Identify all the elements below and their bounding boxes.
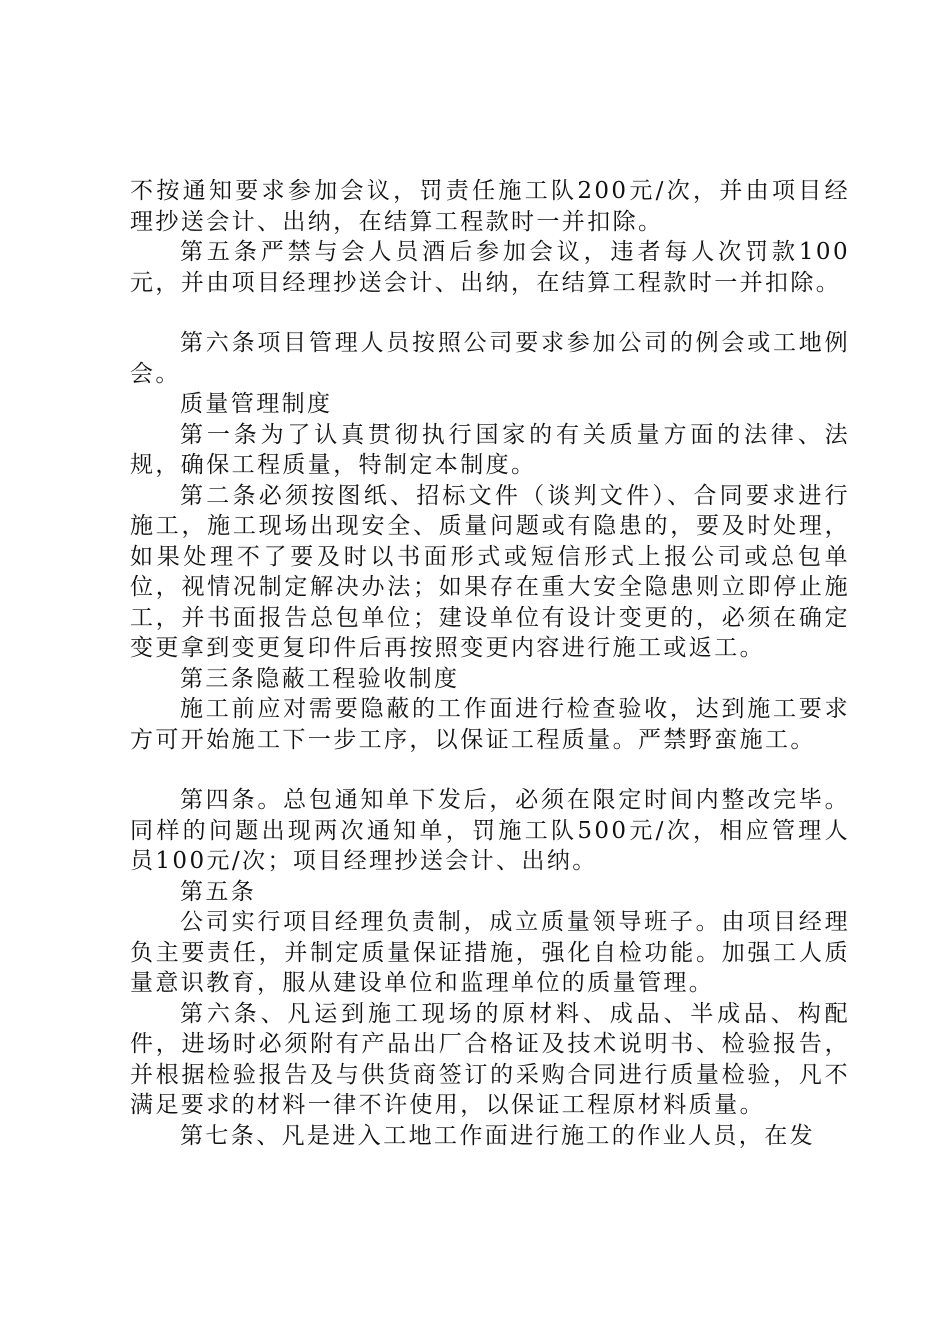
paragraph-article-5-heading: 第五条: [180, 878, 257, 905]
paragraph-article-5-responsibility: 公司实行项目经理负责制，成立质量领导班子。由项目经理负主要责任，并制定质量保证措施，强化自检功能。加强工人质量意识教育，服从建设单位和监理单位的质量管理。: [130, 909, 850, 996]
paragraph-article-3-heading: 第三条隐蔽工程验收制度: [180, 665, 460, 692]
paragraph-article-4-notice: 第四条。总包通知单下发后，必须在限定时间内整改完毕。同样的问题出现两次通知单，罚施工队500元/次，相应管理人员100元/次；项目经理抄送会计、出纳。: [130, 787, 850, 874]
paragraph-spacer: [130, 298, 850, 328]
paragraph-article-3-inspection: 施工前应对需要隐蔽的工作面进行检查验收，达到施工要求方可开始施工下一步工序，以保证工程质量。严禁野蛮施工。: [130, 696, 850, 753]
paragraph-article-6-materials: 第六条、凡运到施工现场的原材料、成品、半成品、构配件，进场时必须附有产品出厂合格证及技术说明书、检验报告，并根据检验报告及与供货商签订的采购合同进行质量检验，凡不满足要求的材料一律不许使用，以保证工程原材料质量。: [130, 1000, 850, 1118]
paragraph-article-6-meetings: 第六条项目管理人员按照公司要求参加公司的例会或工地例会。: [130, 330, 850, 387]
paragraph-article-1-quality: 第一条为了认真贯彻执行国家的有关质量方面的法律、法规，确保工程质量，特制定本制度。: [130, 421, 850, 478]
paragraph-article-5-drinking: 第五条严禁与会人员酒后参加会议，违者每人次罚款100元，并由项目经理抄送会计、出纳，在结算工程款时一并扣除。: [130, 239, 850, 296]
paragraph-article-7-workers: 第七条、凡是进入工地工作面进行施工的作业人员，在发: [180, 1122, 815, 1149]
document-body: [130, 176, 850, 1151]
section-heading-quality-management: 质量管理制度: [180, 391, 333, 417]
paragraph-article-2-construction: 第二条必须按图纸、招标文件（谈判文件）、合同要求进行施工，施工现场出现安全、质量问题或有隐患的，要及时处理，如果处理不了要及时以书面形式或短信形式上报公司或总包单位，视情况制定解决办法；如果存在重大安全隐患则立即停止施工，并书面报告总包单位；建设单位有设计变更的，必须在确定变更拿到变更复印件后再按照变更内容进行施工或返工。: [130, 482, 850, 661]
paragraph-meeting-penalty: 不按通知要求参加会议，罚责任施工队200元/次，并由项目经理抄送会计、出纳，在结算工程款时一并扣除。: [130, 178, 850, 235]
paragraph-spacer: [130, 755, 850, 785]
